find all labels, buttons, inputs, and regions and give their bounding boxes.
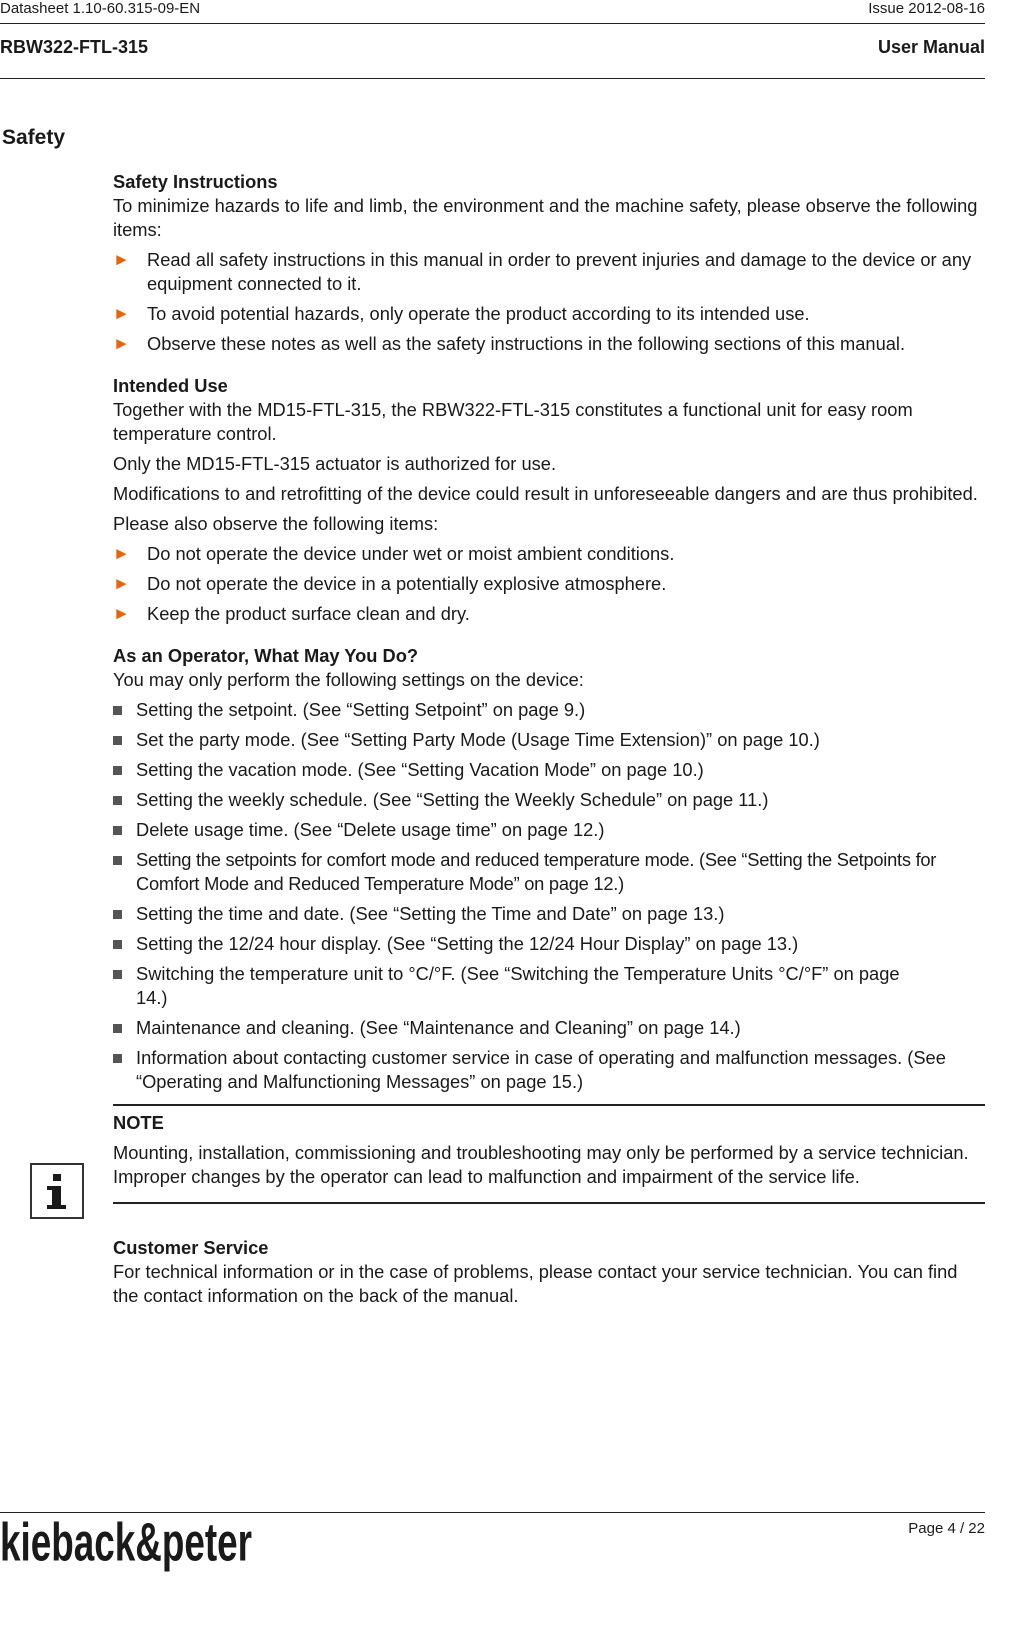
list-item: Set the party mode. (See “Setting Party Mode (Usage Time Extension)” on page 10.) bbox=[113, 728, 985, 752]
note-heading: NOTE bbox=[113, 1112, 164, 1133]
square-bullet-icon bbox=[113, 1054, 122, 1063]
square-bullet-icon bbox=[113, 706, 122, 715]
arrow-bullet-icon: ► bbox=[113, 250, 130, 269]
operator-heading: As an Operator, What May You Do? bbox=[113, 645, 419, 666]
product-name: RBW322-FTL-315 bbox=[0, 37, 149, 57]
arrow-bullet-icon: ► bbox=[113, 544, 130, 563]
list-item: ► Read all safety instructions in this manual in order to prevent injuries and damage to the device or any equipment connected to it. bbox=[113, 249, 972, 294]
intended-use-list bbox=[113, 542, 985, 626]
operator-section bbox=[113, 644, 985, 1094]
list-item: ► Keep the product surface clean and dry. bbox=[113, 603, 470, 624]
arrow-bullet-icon: ► bbox=[113, 574, 130, 593]
note-box bbox=[113, 1104, 985, 1204]
safety-instructions-intro: To minimize hazards to life and limb, the environment and the machine safety, please observe the following items: bbox=[113, 195, 978, 240]
square-bullet-icon bbox=[113, 910, 122, 919]
header-rule-top bbox=[0, 23, 985, 24]
list-item: Switching the temperature unit to °C/°F. (See “Switching the Temperature Units °C/°F” on page 14.) bbox=[113, 962, 985, 1010]
list-item: ► To avoid potential hazards, only operate the product according to its intended use. bbox=[113, 303, 810, 324]
intended-use-heading: Intended Use bbox=[113, 375, 228, 396]
kieback-peter-logo bbox=[0, 1512, 260, 1575]
arrow-bullet-icon: ► bbox=[113, 604, 130, 623]
issue-date: Issue 2012-08-16 bbox=[868, 0, 985, 17]
svg-text:kieback&peter: kieback&peter bbox=[0, 1512, 252, 1572]
list-item: Setting the weekly schedule. (See “Setting the Weekly Schedule” on page 11.) bbox=[113, 788, 985, 812]
list-item: ► Do not operate the device in a potentially explosive atmosphere. bbox=[113, 573, 667, 594]
list-item: Setting the setpoints for comfort mode and reduced temperature mode. (See “Setting the Setpoints for Comfort Mode and Reduced Temperature Mode” on page 12.) bbox=[113, 848, 985, 896]
page-number: Page 4 / 22 bbox=[908, 1520, 985, 1537]
main-content bbox=[113, 170, 985, 1308]
list-item: Information about contacting customer service in case of operating and malfunction messages. (See “Operating and Malfunctioning Messages” on page 15.) bbox=[113, 1046, 985, 1094]
arrow-bullet-icon: ► bbox=[113, 334, 130, 353]
intended-use-section bbox=[113, 374, 985, 626]
list-item: Delete usage time. (See “Delete usage time” on page 12.) bbox=[113, 818, 985, 842]
square-bullet-icon bbox=[113, 1024, 122, 1033]
customer-service-text: For technical information or in the case of problems, please contact your service technician. You can find the contact information on the back of the manual. bbox=[113, 1261, 958, 1306]
safety-instructions-list bbox=[113, 248, 985, 356]
paragraph: Only the MD15-FTL-315 actuator is authorized for use. bbox=[113, 453, 557, 474]
list-item: ► Do not operate the device under wet or moist ambient conditions. bbox=[113, 543, 675, 564]
paragraph: Modifications to and retrofitting of the device could result in unforeseeable dangers and are thus prohibited. bbox=[113, 483, 978, 504]
square-bullet-icon bbox=[113, 940, 122, 949]
note-text: Mounting, installation, commissioning and troubleshooting may only be performed by a service technician. Improper changes by the operator can lead to malfunction and impairment of the service life. bbox=[113, 1142, 969, 1187]
list-item: Setting the setpoint. (See “Setting Setpoint” on page 9.) bbox=[113, 698, 985, 722]
list-item: Maintenance and cleaning. (See “Maintenance and Cleaning” on page 14.) bbox=[113, 1016, 985, 1040]
square-bullet-icon bbox=[113, 826, 122, 835]
arrow-bullet-icon: ► bbox=[113, 304, 130, 323]
list-item: Setting the 12/24 hour display. (See “Setting the 12/24 Hour Display” on page 13.) bbox=[113, 932, 985, 956]
paragraph: Together with the MD15-FTL-315, the RBW322-FTL-315 constitutes a functional unit for easy room temperature control. bbox=[113, 399, 913, 444]
page-title: Safety bbox=[2, 126, 66, 149]
square-bullet-icon bbox=[113, 766, 122, 775]
safety-instructions-heading: Safety Instructions bbox=[113, 171, 278, 192]
header-rule-bottom bbox=[0, 78, 985, 79]
list-item: Setting the vacation mode. (See “Setting Vacation Mode” on page 10.) bbox=[113, 758, 985, 782]
square-bullet-icon bbox=[113, 736, 122, 745]
datasheet-id: Datasheet 1.10-60.315-09-EN bbox=[0, 0, 201, 17]
safety-instructions-section bbox=[113, 170, 985, 356]
square-bullet-icon bbox=[113, 856, 122, 865]
info-icon bbox=[30, 1163, 84, 1219]
list-item: Setting the time and date. (See “Setting the Time and Date” on page 13.) bbox=[113, 902, 985, 926]
list-item: ► Observe these notes as well as the safety instructions in the following sections of this manual. bbox=[113, 333, 906, 354]
paragraph: Please also observe the following items: bbox=[113, 513, 439, 534]
customer-service-section bbox=[113, 1236, 985, 1308]
square-bullet-icon bbox=[113, 970, 122, 979]
document-type: User Manual bbox=[877, 37, 985, 57]
square-bullet-icon bbox=[113, 796, 122, 805]
operator-settings-list bbox=[113, 698, 985, 1094]
customer-service-heading: Customer Service bbox=[113, 1237, 269, 1258]
operator-intro: You may only perform the following settings on the device: bbox=[113, 669, 584, 690]
